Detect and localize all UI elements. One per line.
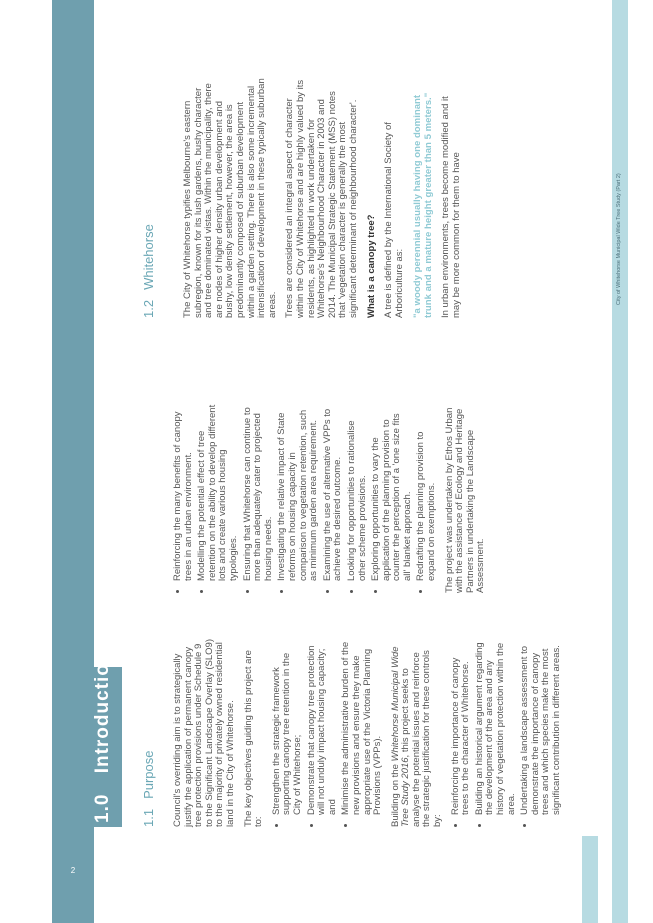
column-3 — [183, 78, 469, 318]
chapter-title: Introduction — [92, 650, 113, 774]
building-paragraph: Building on the Whitehorse Municipal Wide Tree Study 2016, this project seeks to analyse the potential issues and reinforce the strategic justification for these controls by: — [389, 646, 444, 827]
whitehorse-para-3: In urban environments, trees become modified and it may be more common for them to have — [440, 96, 462, 318]
list-item: • Redrafting the planning provision to expand on exemptions. — [416, 403, 437, 581]
list-item: • Examining the use of alternative VPPs to achieve the desired outcome. — [323, 403, 344, 581]
list-item: • Demonstrate that canopy tree protection will not unduly impact housing capacity; and — [307, 639, 339, 815]
approach-list-a — [451, 639, 563, 827]
purpose-heading: 1.1Purpose — [141, 750, 156, 827]
project-note: The project was undertaken by Ethos Urban with the assistance of Ecology and Heritage Partners in undertaking the Landscape Assessment. — [443, 407, 487, 593]
approach-list-b — [173, 403, 438, 593]
list-item: • Minimise the administrative burden of the new provisions and ensure they make appropriate use of the Victoria Planning Provisions (VPPs). — [341, 639, 383, 815]
chapter-number: 1.0 — [92, 793, 113, 823]
purpose-intro: Council's overriding aim is to strategically justify the application of permanent canopy tree protection provisions under Schedule 9 to the Significant Landscape Overlay (SLO9) to the majority of privately owned residential land in the City of Whitehorse. — [172, 639, 236, 827]
whitehorse-para-2: Trees are considered an integral aspect of character within the City of Whitehorse and are highly valued by its residents, as highlighted in work undertaken for Whitehorse's Neighbourhood Character in 2003 and 2014. The Municipal Strategic Statement (MSS) notes that 'vegetation character is generally the most significant determinant of neighbourhood character'. — [284, 79, 359, 318]
list-item: • Strengthen the strategic framework supporting canopy tree retention in the City of Whitehorse; — [272, 639, 304, 815]
column-1 — [173, 639, 570, 827]
list-item: • Undertaking a landscape assessment to demonstrate the importance of canopy trees and which species make the most significant contribution in different areas. — [520, 639, 562, 815]
column-2 — [173, 403, 494, 593]
list-item: • Reinforcing the importance of canopy trees to the character of Whitehorse. — [451, 639, 472, 815]
objectives-intro: The key objectives guiding this project are to: — [242, 650, 265, 827]
whitehorse-heading: 1.2Whitehorse — [141, 224, 156, 318]
list-item: • Reinforcing the many benefits of canopy trees in an urban environment. — [173, 403, 194, 581]
list-item: • Building an historical argument regarding the development of the area and any history of vegetation protection within the area. — [475, 639, 517, 815]
canopy-question: What is a canopy tree? — [365, 214, 377, 318]
page-number: 2 — [70, 866, 76, 875]
list-item: • Ensuring that Whitehorse can continue to more than adequately cater to projected housing needs. — [243, 403, 275, 581]
list-item: • Investigating the relative impact of State reforms on housing capacity in comparison to vegetation retention, such as minimum garden area requirement. — [277, 403, 319, 581]
document-title: City of Whitehorse Municipal Wide Tree Study (Part 2) — [616, 173, 622, 305]
definition-quote: "a woody perennial usually having one dominant trunk and a mature height greater than 5 meters." — [412, 92, 435, 318]
list-item: • Exploring opportunities to vary the application of the planning provision to counter the perception of a 'one size fits all' blanket approach. — [371, 403, 413, 581]
objectives-list — [272, 639, 384, 827]
list-item: • Looking for opportunities to rationalise other scheme provisions. — [347, 403, 368, 581]
whitehorse-para-1: The City of Whitehorse typifies Melbourne's eastern subregion, known for its lush gardens, bushy character and tree dominated vistas. Within the municipality, there are nodes of higher density urban development and bushy, low density settlement, however, the area is predominantly composed of suburban development within a garden setting. There is also some incremental intensification of development in these typically suburban areas. — [182, 78, 278, 318]
definition-intro: A tree is defined by the International Society of Arboriculture as: — [383, 122, 405, 318]
chapter-heading — [92, 650, 114, 823]
list-item: • Modelling the potential effect of tree retention on the ability to develop different lots and create various housing typologies. — [197, 403, 239, 581]
